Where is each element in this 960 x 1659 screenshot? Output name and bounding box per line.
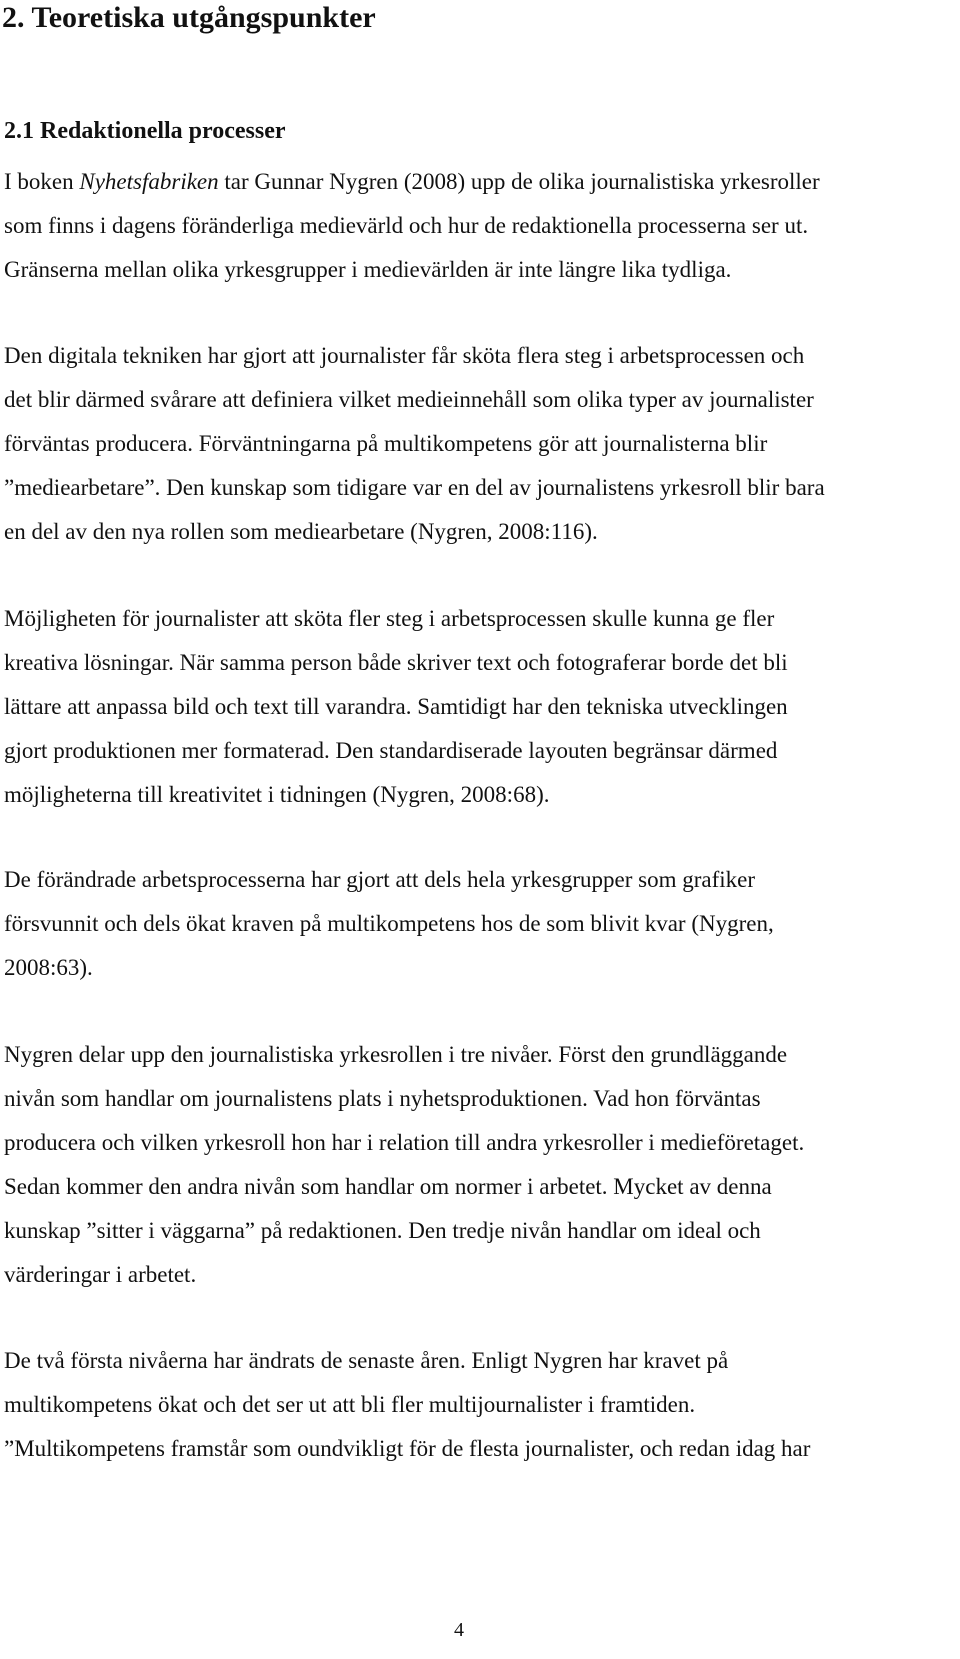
page-number: 4 <box>454 1619 464 1641</box>
text-run: I boken <box>4 169 80 194</box>
text-line: värderingar i arbetet. <box>4 1262 197 1287</box>
text-line: Gränserna mellan olika yrkesgrupper i medievärlden är inte längre lika tydliga. <box>4 257 732 282</box>
text-line: möjligheterna till kreativitet i tidningen (Nygren, 2008:68). <box>4 782 550 807</box>
text-line: kreativa lösningar. När samma person både skriver text och fotograferar borde det bli <box>4 650 788 675</box>
book-title: Nyhetsfabriken <box>79 169 219 194</box>
section-heading: 2.1 Redaktionella processer <box>4 118 286 144</box>
text-line: Möjligheten för journalister att sköta fler steg i arbetsprocessen skulle kunna ge fler <box>4 606 775 631</box>
text-line: Sedan kommer den andra nivån som handlar om normer i arbetet. Mycket av denna <box>4 1174 772 1199</box>
chapter-heading: 2. Teoretiska utgångspunkter <box>2 1 376 34</box>
text-line: nivån som handlar om journalistens plats i nyhetsproduktionen. Vad hon förväntas <box>4 1086 761 1111</box>
text-line: som finns i dagens föränderliga medievärld och hur de redaktionella processerna ser ut. <box>4 213 809 238</box>
text-run: tar Gunnar Nygren (2008) upp de olika journalistiska yrkesroller <box>218 169 820 194</box>
text-line: ”Multikompetens framstår som oundvikligt för de flesta journalister, och redan idag har <box>4 1436 811 1461</box>
paragraph-three-levels <box>4 1033 954 1297</box>
text-line: De förändrade arbetsprocesserna har gjort att dels hela yrkesgrupper som grafiker <box>4 867 756 892</box>
paragraph-digital-technology <box>4 334 954 554</box>
text-line: förväntas producera. Förväntningarna på multikompetens gör att journalisterna blir <box>4 431 768 456</box>
text-line: kunskap ”sitter i väggarna” på redaktionen. Den tredje nivån handlar om ideal och <box>4 1218 761 1243</box>
text-line: lättare att anpassa bild och text till varandra. Samtidigt har den tekniska utvecklingen <box>4 694 788 719</box>
text-line: Nygren delar upp den journalistiska yrkesrollen i tre nivåer. Först den grundläggande <box>4 1042 788 1067</box>
text-line: Den digitala tekniken har gjort att journalister får sköta flera steg i arbetsprocessen och <box>4 343 805 368</box>
text-line: gjort produktionen mer formaterad. Den standardiserade layouten begränsar därmed <box>4 738 778 763</box>
paragraph-first-two-levels <box>4 1339 954 1471</box>
text-line <box>4 160 954 204</box>
text-line: 2008:63). <box>4 955 93 980</box>
paragraph-intro <box>4 160 954 292</box>
text-line: multikompetens ökat och det ser ut att bli fler multijournalister i framtiden. <box>4 1392 696 1417</box>
paragraph-changed-processes <box>4 858 954 990</box>
text-line: De två första nivåerna har ändrats de senaste åren. Enligt Nygren har kravet på <box>4 1348 729 1373</box>
paragraph-possibilities <box>4 597 954 817</box>
text-line: producera och vilken yrkesroll hon har i relation till andra yrkesroller i medieföretaget. <box>4 1130 805 1155</box>
text-line: en del av den nya rollen som mediearbetare (Nygren, 2008:116). <box>4 519 598 544</box>
text-line: ”mediearbetare”. Den kunskap som tidigare var en del av journalistens yrkesroll blir bara <box>4 475 825 500</box>
text-line: försvunnit och dels ökat kraven på multikompetens hos de som blivit kvar (Nygren, <box>4 911 774 936</box>
text-line: det blir därmed svårare att definiera vilket medieinnehåll som olika typer av journalister <box>4 387 814 412</box>
